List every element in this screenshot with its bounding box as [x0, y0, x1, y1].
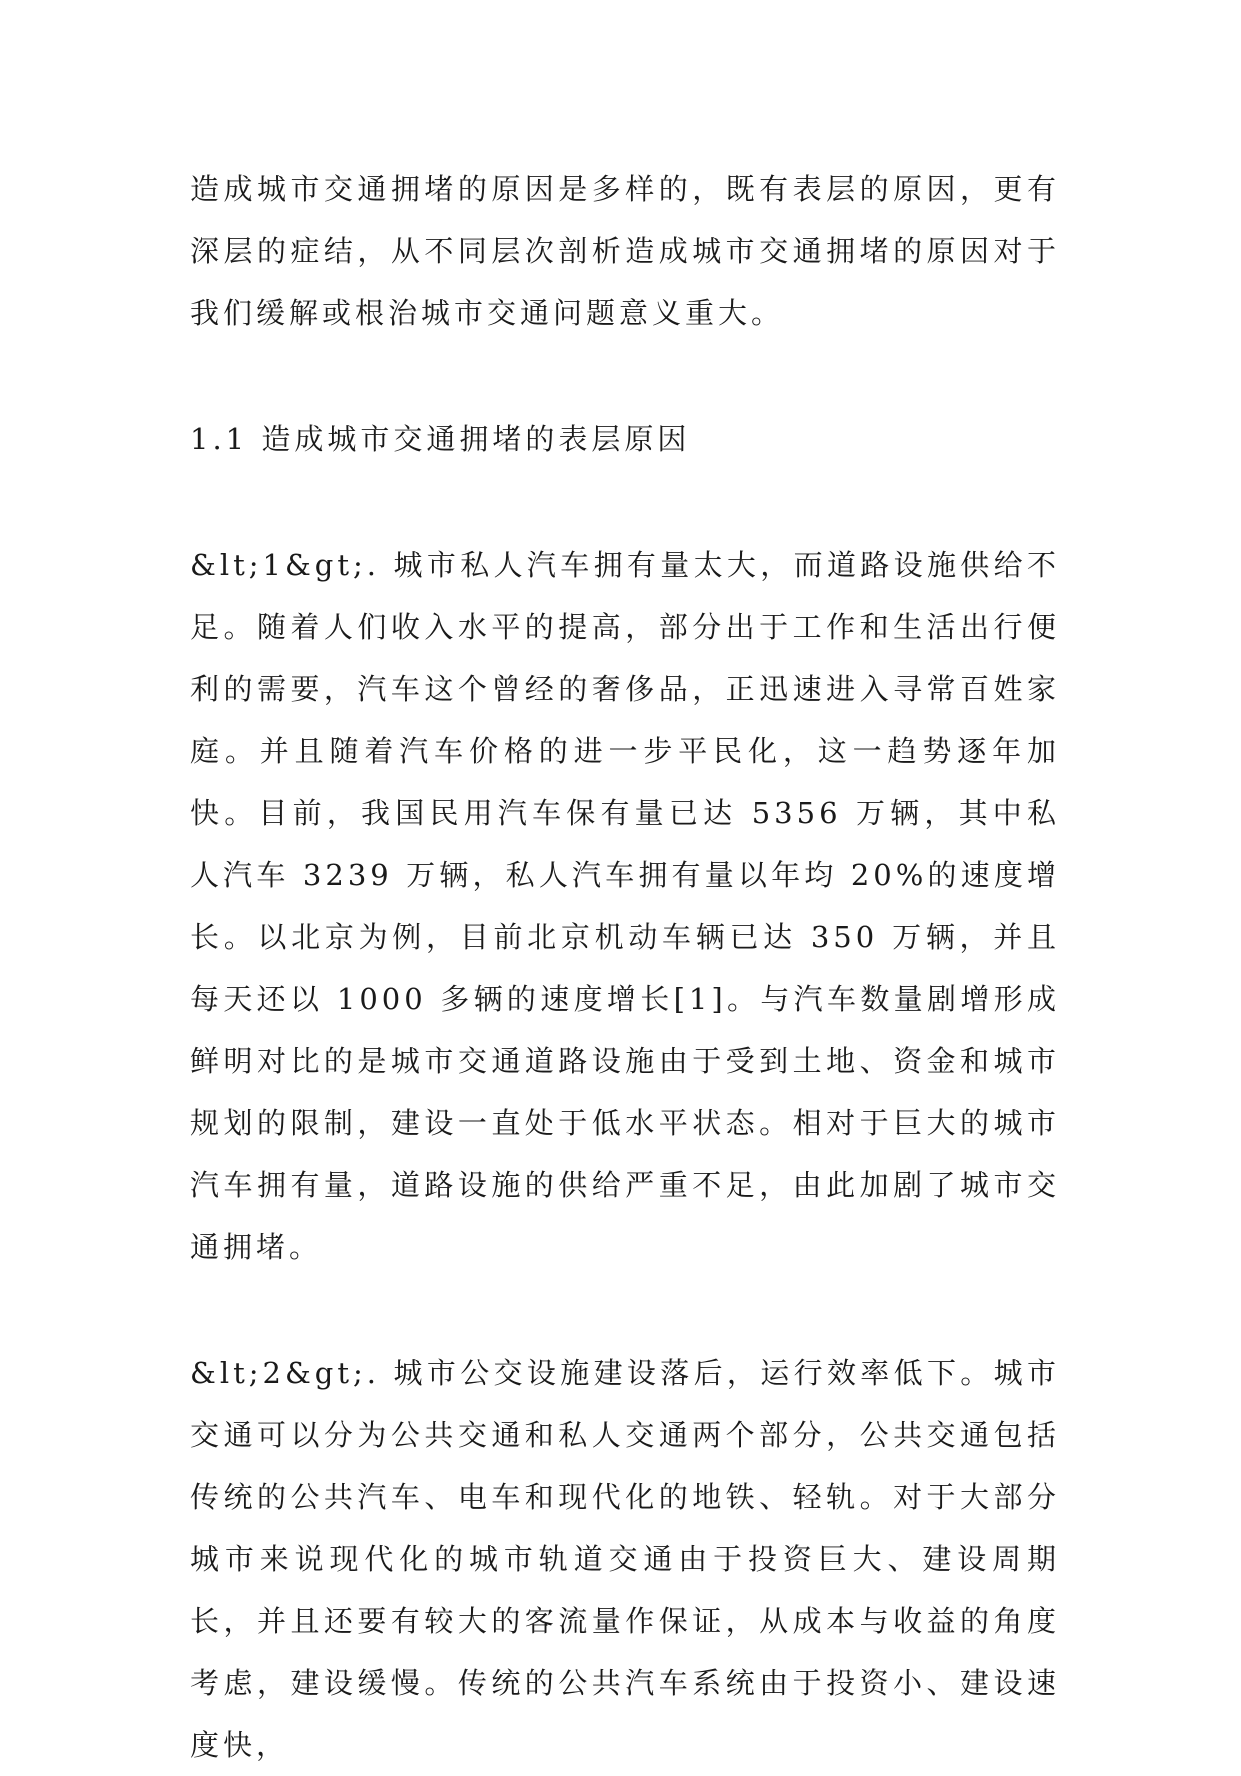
section-heading: 1.1 造成城市交通拥堵的表层原因: [190, 422, 691, 456]
paragraph-gap: [190, 344, 1060, 408]
reason-2-paragraph: &lt;2&gt;. 城市公交设施建设落后，运行效率低下。城市交通可以分为公共交通和私人交通两个部分，公共交通包括传统的公共汽车、电车和现代化的地铁、轻轨。对于大部分城市来说现代化的城市轨道交通由于投资巨大、建设周期长，并且还要有较大的客流量作保证，从成本与收益的角度考虑，建设缓慢。传统的公共汽车系统由于投资小、建设速度快，: [190, 1356, 1060, 1762]
document-body: [190, 158, 1060, 1776]
paragraph-gap: [190, 1278, 1060, 1342]
reason-1-paragraph: &lt;1&gt;. 城市私人汽车拥有量太大，而道路设施供给不足。随着人们收入水平的提高，部分出于工作和生活出行便利的需要，汽车这个曾经的奢侈品，正迅速进入寻常百姓家庭。并且随着汽车价格的进一步平民化，这一趋势逐年加快。目前，我国民用汽车保有量已达 5356 万辆，其中私人汽车 3239 万辆，私人汽车拥有量以年均 20%的速度增长。以北京为例，目前北京机动车辆已达 350 万辆，并且每天还以 1000 多辆的速度增长[1]。与汽车数量剧增形成鲜明对比的是城市交通道路设施由于受到土地、资金和城市规划的限制，建设一直处于低水平状态。相对于巨大的城市汽车拥有量，道路设施的供给严重不足，由此加剧了城市交通拥堵。: [190, 548, 1060, 1264]
intro-paragraph: 造成城市交通拥堵的原因是多样的，既有表层的原因，更有深层的症结，从不同层次剖析造成城市交通拥堵的原因对于我们缓解或根治城市交通问题意义重大。: [190, 172, 1060, 330]
paragraph-gap: [190, 470, 1060, 534]
